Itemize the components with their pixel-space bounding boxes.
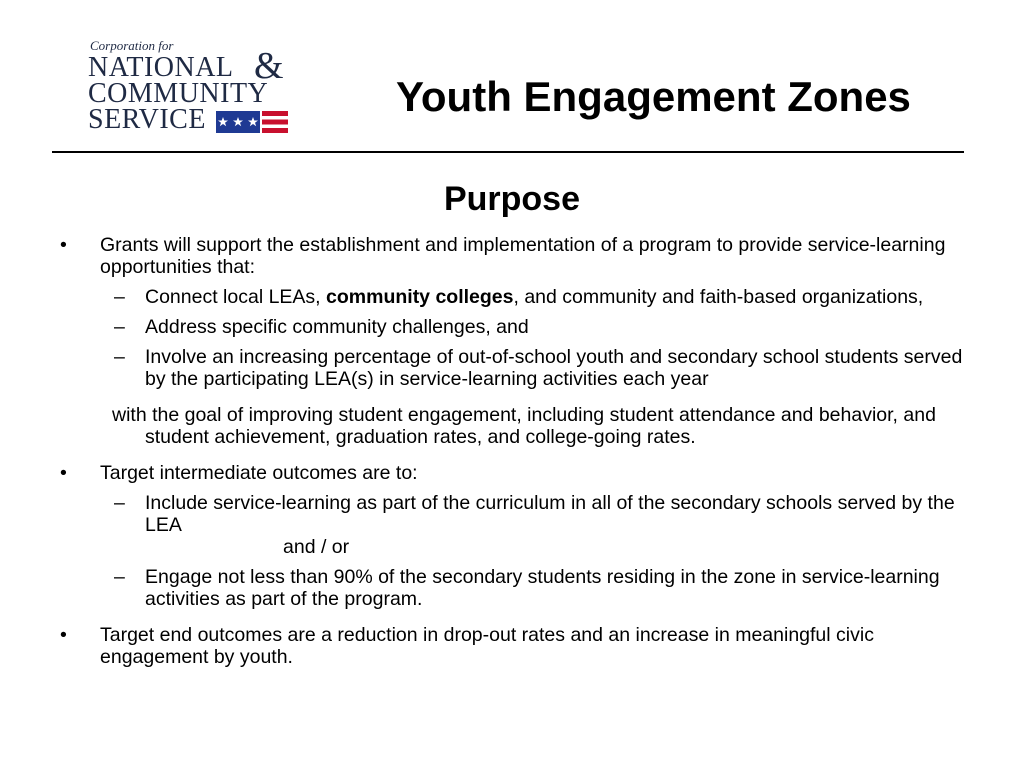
logo-community: COMMUNITY	[88, 78, 269, 109]
sub-bullet-text-post: , and community and faith-based organizations,	[513, 286, 924, 308]
sub-bullet-address	[56, 316, 976, 338]
slide-body	[56, 234, 976, 676]
sub-bullet-text: Engage not less than 90% of the secondary students residing in the zone in service-learning activities as part of the program.	[145, 566, 940, 610]
bullet-end-outcomes	[56, 624, 976, 668]
sub-bullet-text-pre: Connect local LEAs,	[145, 286, 327, 308]
bullet-text: Grants will support the establishment and implementation of a program to provide service-learning opportunities that:	[100, 234, 946, 278]
dash-marker: –	[114, 346, 125, 368]
sub-bullet-text: Address specific community challenges, and	[145, 316, 529, 338]
bullet-marker: •	[60, 234, 67, 256]
bullet-marker: •	[60, 624, 67, 646]
dash-marker: –	[114, 316, 125, 338]
title-divider	[52, 151, 964, 153]
dash-marker: –	[114, 286, 125, 308]
logo-service: SERVICE	[88, 104, 206, 135]
sub-bullet-bold: community colleges	[326, 286, 514, 308]
dash-marker: –	[114, 566, 125, 588]
bullet-intermediate-outcomes	[56, 462, 976, 484]
and-or-connector: and / or	[283, 536, 350, 558]
sub-bullet-include	[56, 492, 976, 536]
sub-bullet-text: Involve an increasing percentage of out-of-school youth and secondary school students served by the participating LEA(s) in service-learning activities each year	[145, 346, 963, 390]
sub-bullet-connect	[56, 286, 976, 308]
goal-paragraph: with the goal of improving student engagement, including student attendance and behavior, and student achievement, graduation rates, and college-going rates.	[112, 404, 936, 448]
cncs-logo	[88, 38, 298, 134]
slide-title: Youth Engagement Zones	[396, 73, 911, 120]
bullet-text: Target intermediate outcomes are to:	[100, 462, 418, 484]
bullet-grants	[56, 234, 976, 278]
sub-bullet-text: Include service-learning as part of the curriculum in all of the secondary schools served by the LEA	[145, 492, 955, 536]
logo-ampersand: &	[254, 45, 284, 87]
sub-bullet-engage	[56, 566, 976, 610]
flag-stars-stripes-icon	[216, 111, 288, 133]
logo-national: NATIONAL	[88, 52, 234, 83]
sub-bullet-involve	[56, 346, 976, 390]
bullet-text: Target end outcomes are a reduction in drop-out rates and an increase in meaningful civic engagement by youth.	[100, 624, 874, 668]
logo-corporation-for: Corporation for	[90, 38, 174, 53]
bullet-marker: •	[60, 462, 67, 484]
section-heading: Purpose	[443, 180, 581, 218]
dash-marker: –	[114, 492, 125, 514]
